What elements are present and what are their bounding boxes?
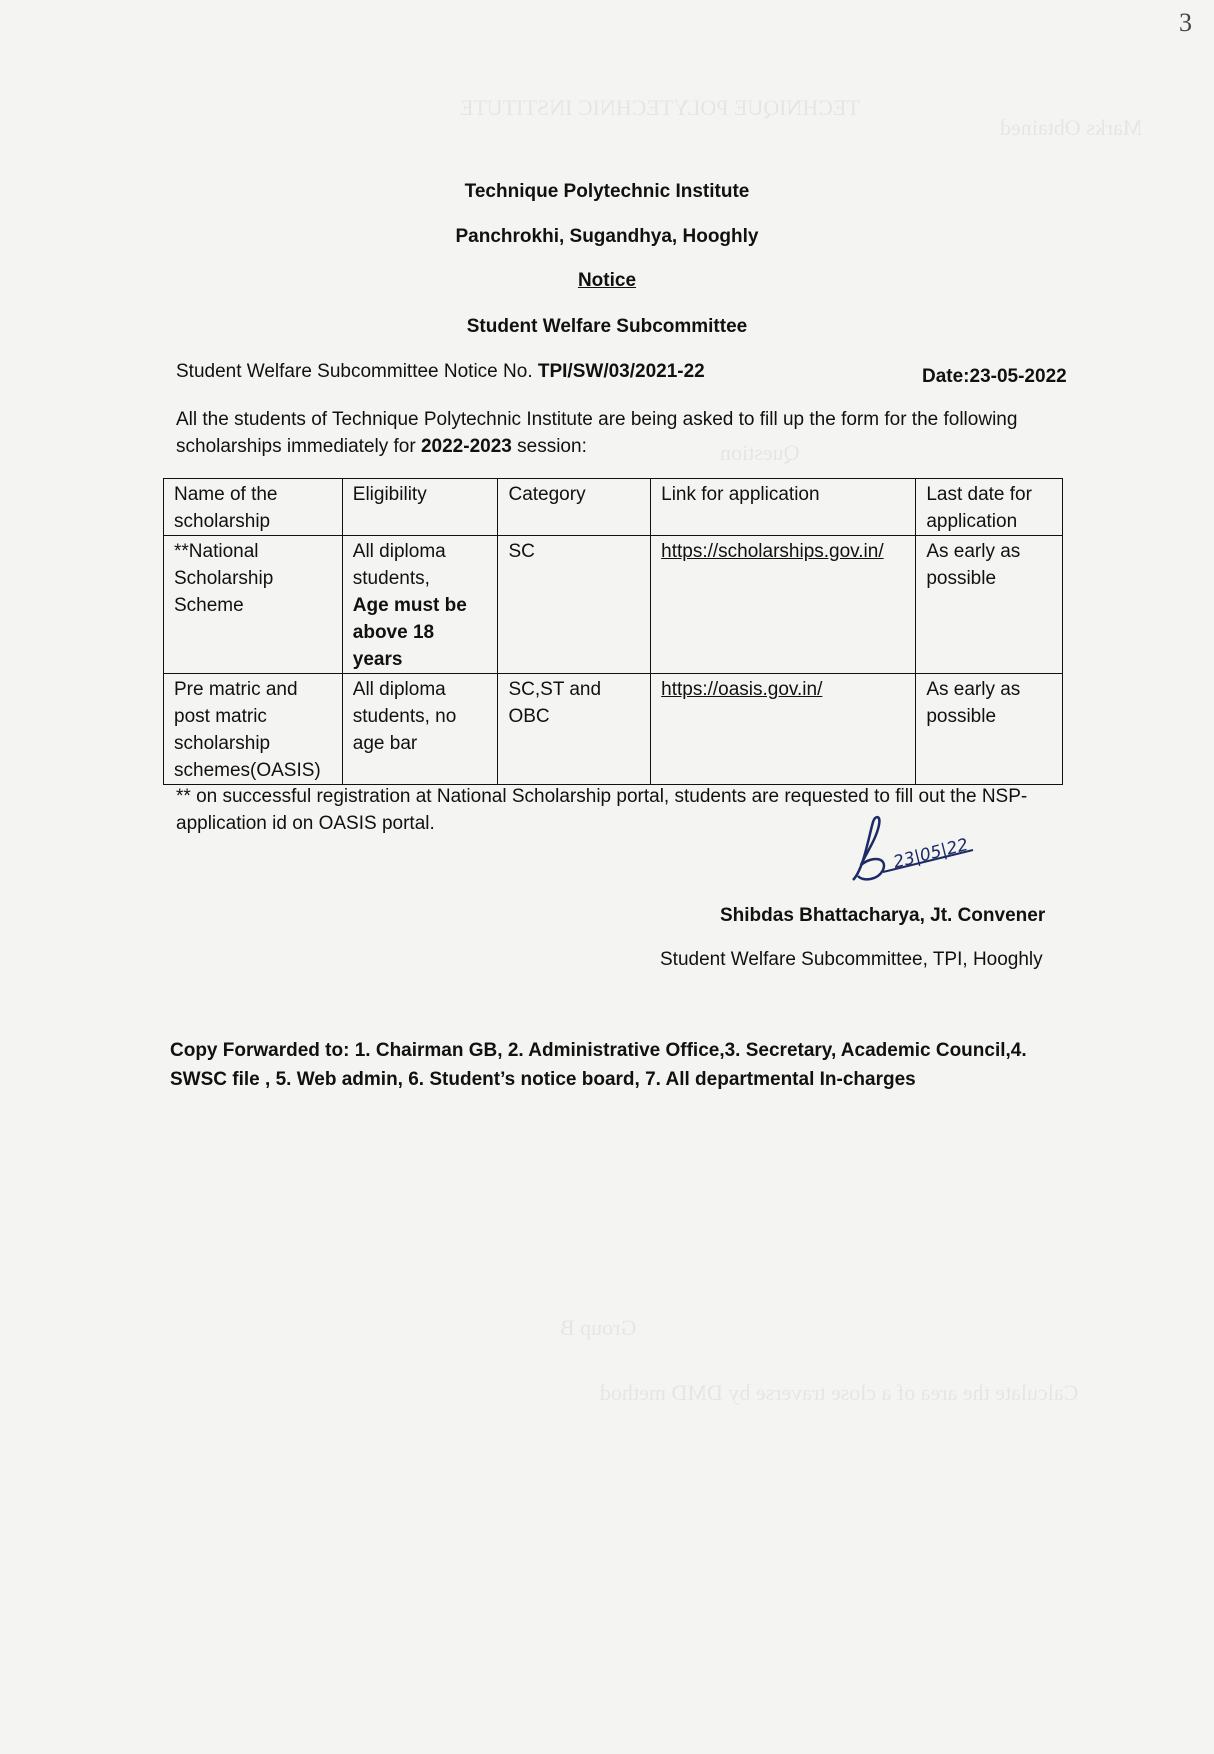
- notice-heading: Notice: [577, 270, 637, 291]
- oasis-link[interactable]: https://oasis.gov.in/: [661, 679, 823, 700]
- column-header: Category: [498, 479, 651, 536]
- institute-name: Technique Polytechnic Institute: [464, 181, 750, 202]
- column-header: Name of the scholarship: [164, 479, 343, 536]
- notice-prefix: Student Welfare Subcommittee Notice No.: [176, 361, 533, 382]
- eligibility-cell: [342, 536, 498, 674]
- scholarship-table: [163, 478, 1063, 785]
- signatory-name: Shibdas Bhattacharya, Jt. Convener: [720, 905, 1046, 926]
- footnote: ** on successful registration at National Scholarship portal, students are requested to fill out the NSP-application id on OASIS portal.: [176, 786, 1028, 834]
- link-cell: [651, 674, 916, 785]
- bleed-through-text: TECHNIQUE POLYTECHNIC INSTITUTE: [460, 95, 860, 120]
- intro-text-end: session:: [517, 436, 587, 457]
- column-header: Last date for application: [916, 479, 1063, 536]
- nsp-link[interactable]: https://scholarships.gov.in/: [661, 541, 884, 562]
- copy-forwarded: Copy Forwarded to: 1. Chairman GB, 2. Administrative Office,3. Secretary, Academic Council,4. SWSC file , 5. Web admin, 6. Student’s notice board, 7. All departmental In-charges: [170, 1040, 1027, 1090]
- intro-paragraph: [176, 406, 1046, 460]
- bleed-through-text: Group B: [560, 1315, 637, 1340]
- table-row: [164, 674, 1063, 785]
- last-date-cell: As early as possible: [916, 674, 1063, 785]
- bleed-through-text: Calculate the area of a close traverse by DMD method: [600, 1380, 1079, 1405]
- category-cell: SC,ST and OBC: [498, 674, 651, 785]
- eligibility-cell: All diploma students, no age bar: [342, 674, 498, 785]
- notice-date: Date:23-05-2022: [922, 366, 1067, 387]
- notice-number: TPI/SW/03/2021-22: [537, 361, 705, 382]
- eligibility-text: All diploma students,: [352, 541, 446, 589]
- institute-address: Panchrokhi, Sugandhya, Hooghly: [455, 226, 759, 247]
- bleed-through-text: Question: [720, 440, 800, 465]
- category-cell: SC: [498, 536, 651, 674]
- table-header-row: [164, 479, 1063, 536]
- table-row: [164, 536, 1063, 674]
- last-date-cell: As early as possible: [916, 536, 1063, 674]
- scholarship-name: Pre matric and post matric scholarship schemes(OASIS): [164, 674, 343, 785]
- eligibility-age: Age must be above 18 years: [352, 595, 467, 670]
- handwritten-signature: [843, 810, 993, 890]
- svg-text:23|05|22: 23|05|22: [891, 834, 971, 873]
- session-year: 2022-2023: [420, 436, 512, 457]
- page-number: 3: [1179, 8, 1192, 37]
- scholarship-name: **National Scholarship Scheme: [164, 536, 343, 674]
- column-header: Eligibility: [342, 479, 498, 536]
- intro-text: All the students of Technique Polytechnic Institute are being asked to fill up the form for the following scholarships immediately for: [176, 409, 1018, 457]
- bleed-through-text: Marks Obtained: [1000, 115, 1143, 140]
- signatory-role: Student Welfare Subcommittee, TPI, Hooghly: [660, 949, 1043, 970]
- link-cell: [651, 536, 916, 674]
- column-header: Link for application: [651, 479, 916, 536]
- committee-name: Student Welfare Subcommittee: [466, 316, 748, 337]
